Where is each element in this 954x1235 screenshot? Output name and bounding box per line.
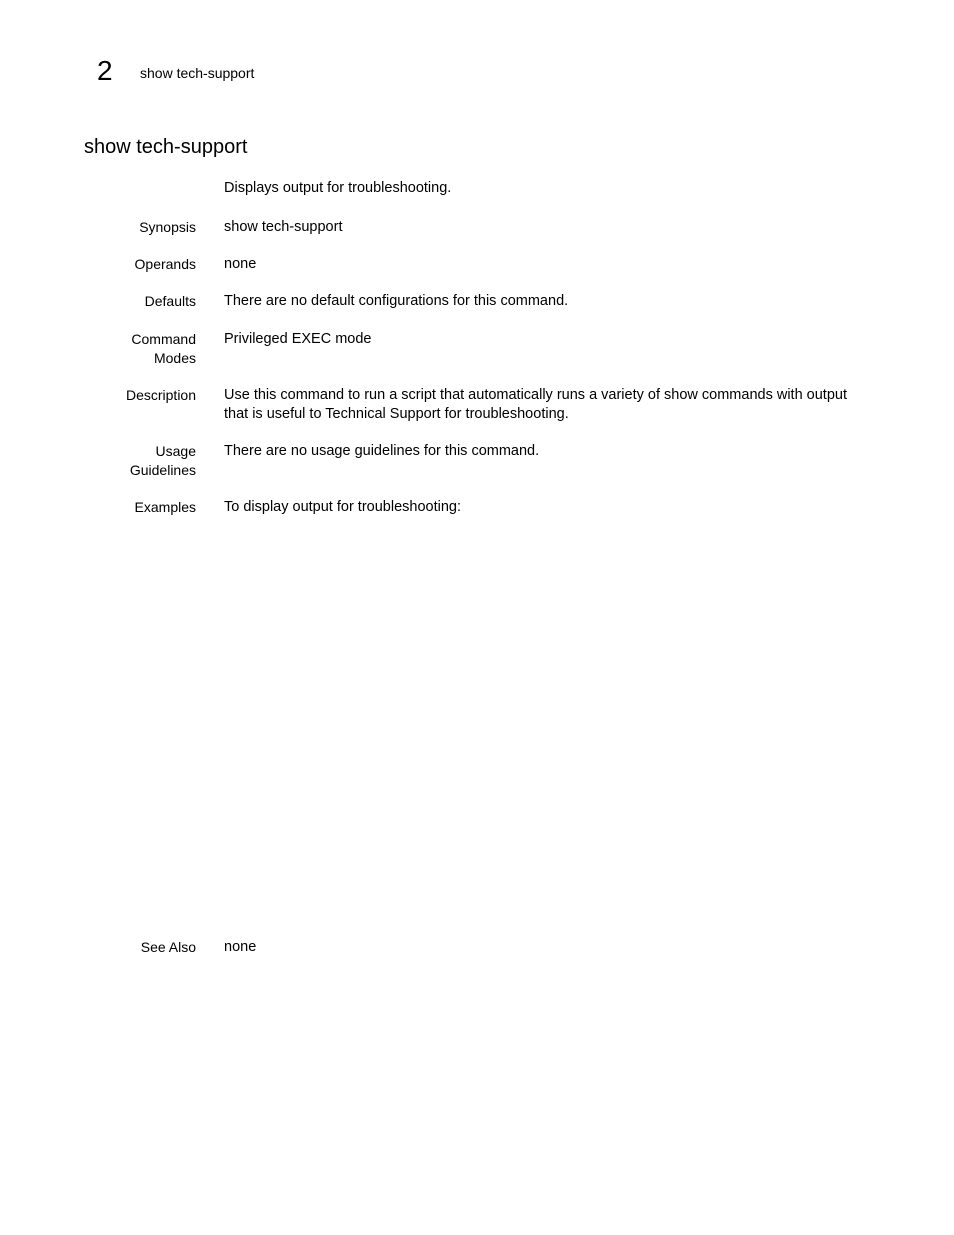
defaults-label: Defaults (144, 293, 196, 309)
description-value (224, 386, 884, 424)
usage-guidelines-label-line1: Usage (155, 443, 196, 459)
command-modes-value: Privileged EXEC mode (224, 331, 372, 347)
description-line1 (224, 386, 884, 405)
defaults-value: There are no default configurations for this command. (224, 293, 569, 309)
usage-guidelines-value: There are no usage guidelines for this command. (224, 443, 540, 459)
description-text-after: commands with output (697, 387, 847, 403)
synopsis-label: Synopsis (139, 219, 196, 235)
description-line2: that is useful to Technical Support for troubleshooting. (224, 406, 569, 422)
command-modes-label-line1: Command (131, 331, 196, 347)
description-label: Description (125, 387, 196, 403)
description-text-before: Use this command to run a script that automatically runs a variety of (224, 387, 665, 403)
command-modes-label-line2: Modes (153, 350, 196, 366)
summary-text: Displays output for troubleshooting. (224, 180, 452, 196)
operands-value: none (224, 256, 257, 272)
chapter-number: 2 (97, 55, 113, 86)
running-title: show tech-support (140, 65, 255, 81)
see-also-value: none (224, 939, 257, 955)
command-modes-label (66, 330, 196, 368)
usage-guidelines-label (66, 442, 196, 480)
description-keyword: show (664, 387, 698, 403)
usage-guidelines-label-line2: Guidelines (129, 462, 196, 478)
operands-label: Operands (134, 256, 196, 272)
examples-value: To display output for troubleshooting: (224, 499, 461, 515)
synopsis-value: show tech-support (224, 219, 343, 235)
see-also-label: See Also (140, 939, 196, 955)
page-title: show tech-support (84, 136, 248, 158)
examples-label: Examples (134, 499, 196, 515)
